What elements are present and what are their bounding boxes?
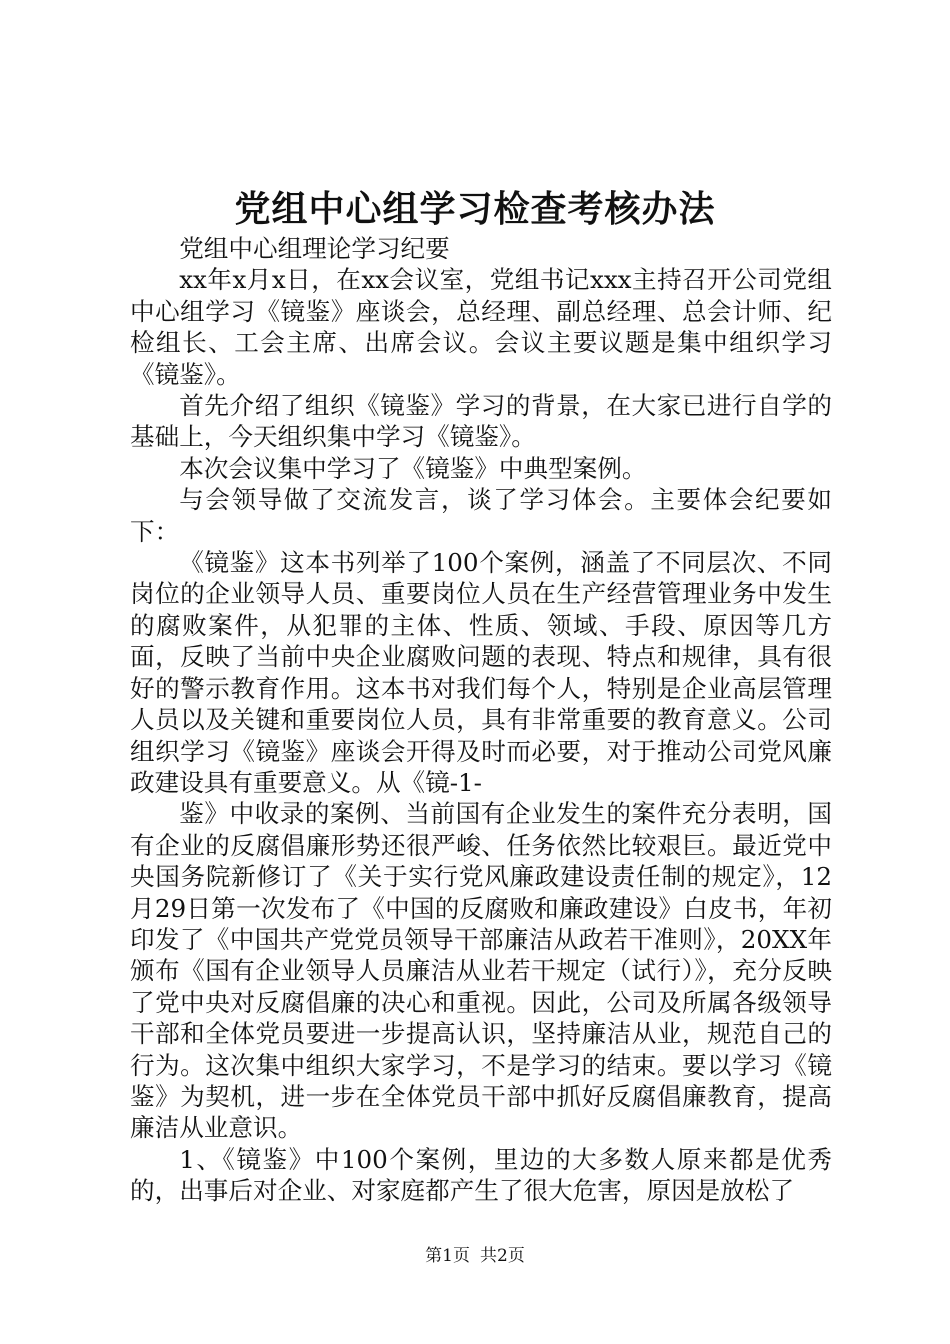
- page-number: 第1页: [425, 1246, 470, 1266]
- paragraph-discussion: 与会领导做了交流发言，谈了学习体会。主要体会纪要如下：: [130, 485, 832, 546]
- paragraph-cases: 本次会议集中学习了《镜鉴》中典型案例。: [179, 453, 647, 483]
- paragraph-meeting-info: xx年x月x日，在xx会议室，党组书记xxx主持召开公司党组中心组学习《镜鉴》座谈会，总经理、副总经理、总会计师、纪检组长、工会主席、出席会议。会议主要议题是集中组织学习《镜鉴》。: [130, 265, 832, 389]
- paragraph-subtitle: 党组中心组理论学习纪要: [179, 234, 450, 263]
- document-title: 党组中心组学习检查考核办法: [234, 189, 716, 230]
- paragraph-situation: 鉴》中收录的案例、当前国有企业发生的案件充分表明，国有企业的反腐倡廉形势还很严峻、任务依然比较艰巨。最近党中央国务院新修订了《关于实行党风廉政建设责任制的规定》，12月29日第一次发布了《中国的反腐败和廉政建设》白皮书，年初印发了《中国共产党党员领导干部廉洁从政若干准则》，20XX年颁布《国有企业领导人员廉洁从业若干规定（试行）》，充分反映了党中央对反腐倡廉的决心和重视。因此，公司及所属各级领导干部和全体党员要进一步提高认识，坚持廉洁从业，规范自己的行为。这次集中组织大家学习，不是学习的结束。要以学习《镜鉴》为契机，进一步在全体党员干部中抓好反腐倡廉教育，提高廉洁从业意识。: [130, 799, 832, 1143]
- paragraph-point-1: 1、《镜鉴》中100个案例，里边的大多数人原来都是优秀的，出事后对企业、对家庭都产生了很大危害，原因是放松了: [130, 1144, 832, 1206]
- document-body: [130, 233, 832, 1207]
- paragraph-background: 首先介绍了组织《镜鉴》学习的背景，在大家已进行自学的基础上，今天组织集中学习《镜鉴》。: [130, 391, 832, 452]
- page-total: 共2页: [480, 1246, 525, 1266]
- paragraph-book-summary: 《镜鉴》这本书列举了100个案例，涵盖了不同层次、不同岗位的企业领导人员、重要岗位人员在生产经营管理业务中发生的腐败案件，从犯罪的主体、性质、领域、手段、原因等几方面，反映了当前中央企业腐败问题的表现、特点和规律，具有很好的警示教育作用。这本书对我们每个人，特别是企业高层管理人员以及关键和重要岗位人员，具有非常重要的教育意义。公司组织学习《镜鉴》座谈会开得及时而必要，对于推动公司党风廉政建设具有重要意义。从《镜-1-: [130, 548, 832, 797]
- page-footer: [0, 1244, 950, 1268]
